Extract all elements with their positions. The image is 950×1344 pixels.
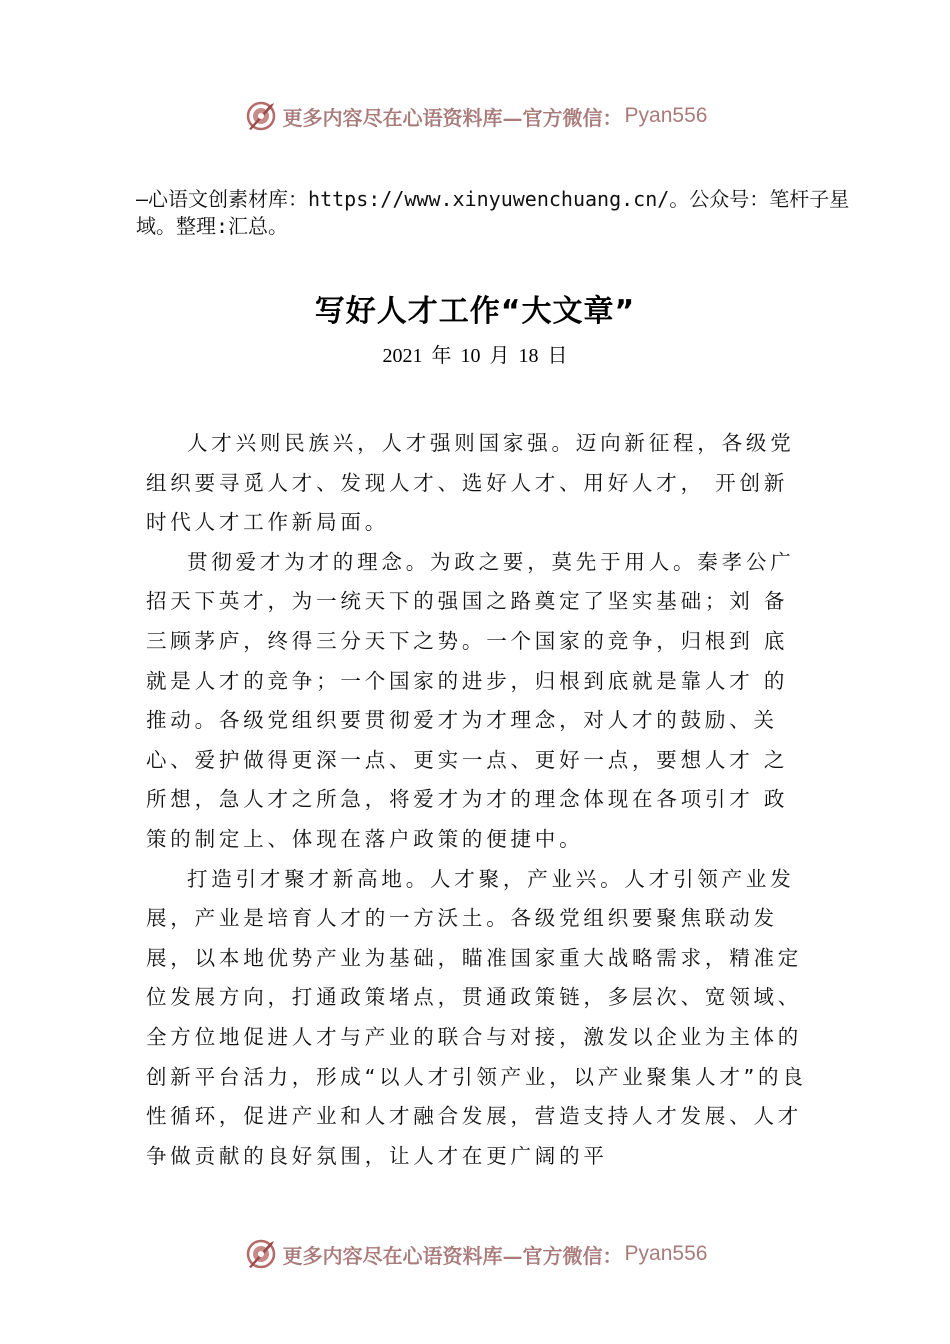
quill-logo-icon [243,1236,279,1272]
banner-wechat-handle: Pyan556 [624,1242,708,1265]
header-banner [0,96,950,136]
quill-logo-icon [243,98,279,134]
paragraph: 打造引才聚才新高地。人才聚，产业兴。人才引领产业发展，产业是培育人才的一方沃土。各级党组织要聚焦联动发展，以本地优势产业为基础，瞄准国家重大战略需求，精准定位发展方向，打通政策堵点，贯通政策链，多层次、宽领域、全方位地促进人才与产业的联合与对接，激发以企业为主体的创新平台活力，形成“以人才引领产业，以产业聚集人才”的良性循环，促进产业和人才融合发展，营造支持人才发展、人才争做贡献的良好氛围，让人才在更广阔的平 [146,866,807,1168]
paragraph: 人才兴则民族兴，人才强则国家强。迈向新征程，各级党组织要寻觅人才、发现人才、选好人才、用好人才， 开创新时代人才工作新局面。 [146,431,795,535]
banner-text: 更多内容尽在心语资料库—官方微信： [282,105,623,130]
article-body [146,424,811,1176]
article-title: 写好人才工作“大文章” [314,294,636,329]
article-date: 2021 年 10 月 18 日 [382,345,568,367]
banner-wechat-handle: Pyan556 [624,104,708,127]
paragraph: 贯彻爱才为才的理念。为政之要，莫先于用人。秦孝公广招天下英才，为一统天下的强国之路奠定了坚实基础；刘 备三顾茅庐，终得三分天下之势。一个国家的竞争，归根到 底就是人才的竞争；一个国家的进步，归根到底就是靠人才 的推动。各级党组织要贯彻爱才为才理念，对人才的鼓励、关心、爱护做得更深一点、更实一点、更好一点，要想人才 之所想，急人才之所急，将爱才为才的理念体现在各项引才 政策的制定上、体现在落户政策的便捷中。 [146,549,795,851]
source-note: —心语文创素材库：https://www.xinyuwenchuang.cn/。公众号：笔杆子星域。整理:汇总。 [136,187,850,238]
footer-banner [0,1234,950,1274]
banner-text: 更多内容尽在心语资料库—官方微信： [282,1243,623,1268]
